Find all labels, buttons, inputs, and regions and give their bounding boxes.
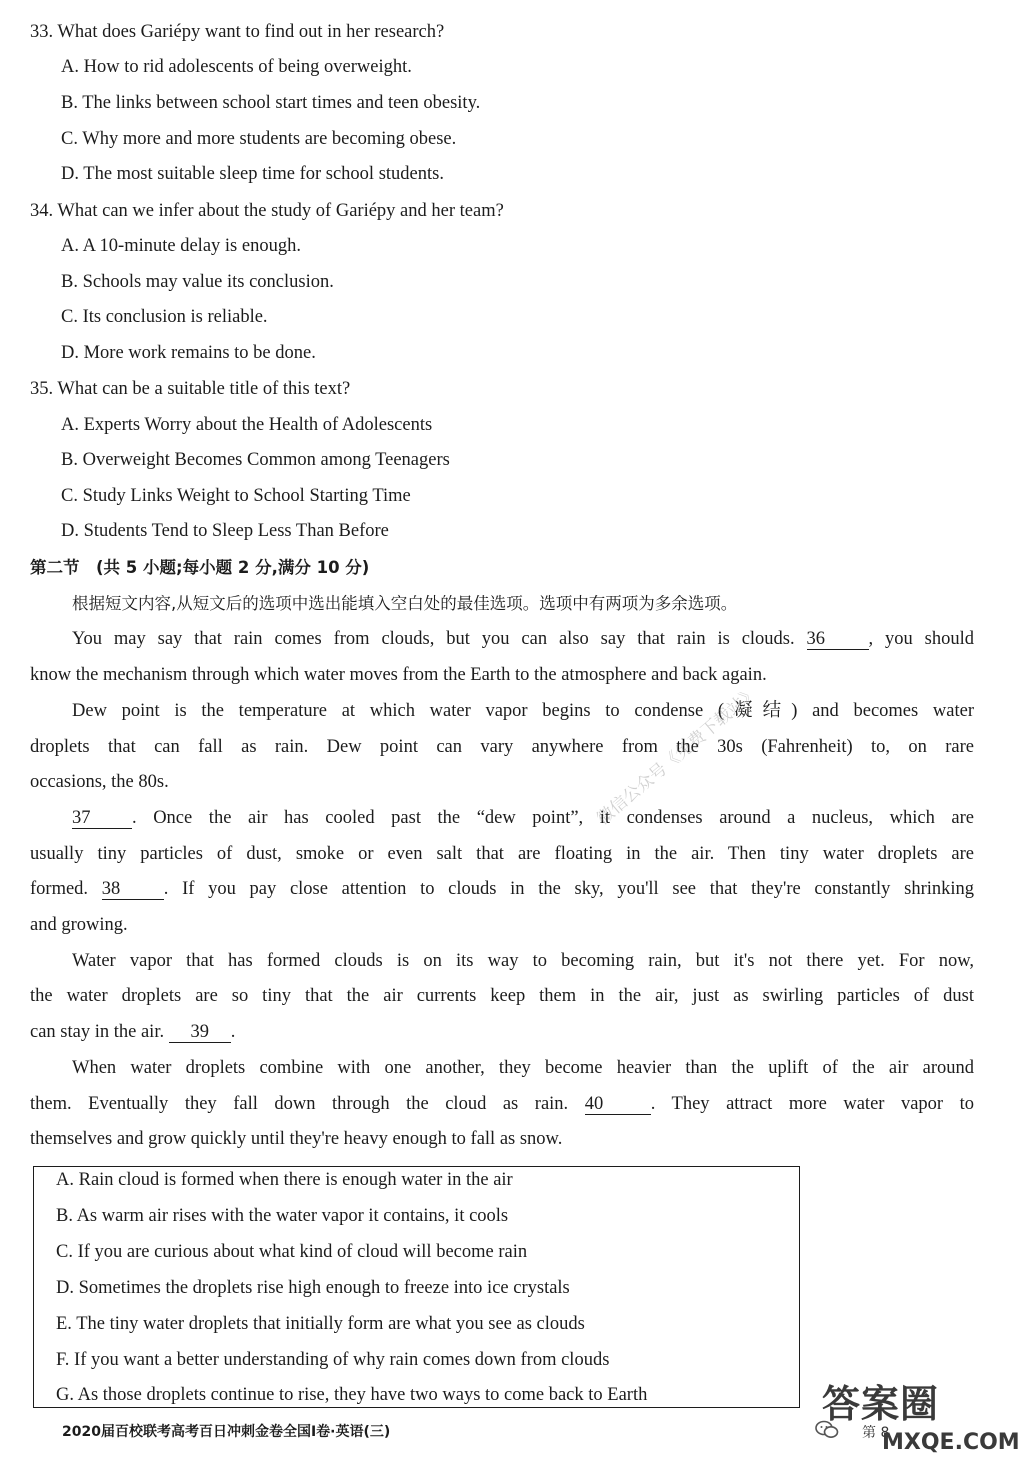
question-34-option-b: B. Schools may value its conclusion. — [61, 272, 334, 292]
passage-line: themselves and grow quickly until they're heavy enough to fall as snow. — [30, 1129, 563, 1149]
choice-c: C. If you are curious about what kind of cloud will become rain — [56, 1242, 528, 1262]
section-heading: 第二节 (共 5 小题;每小题 2 分,满分 10 分) — [30, 558, 370, 577]
question-33-option-a: A. How to rid adolescents of being overweight. — [61, 57, 412, 77]
passage-text: . They attract more water vapor to — [650, 1094, 975, 1114]
question-34-option-a: A. A 10-minute delay is enough. — [61, 236, 301, 256]
passage-line: the water droplets are so tiny that the air currents keep them in the air, just as swirling particles of dust — [30, 986, 974, 1006]
blank-38: 38 — [102, 879, 164, 900]
question-35-option-c: C. Study Links Weight to School Starting Time — [61, 486, 411, 506]
blank-39: 39 — [169, 1022, 231, 1043]
page-number: 第 8 — [862, 1425, 890, 1441]
site-logo: 答案圈 — [822, 1382, 940, 1426]
passage-line — [30, 878, 974, 900]
question-35-option-a: A. Experts Worry about the Health of Adolescents — [61, 415, 433, 435]
section-instruction: 根据短文内容,从短文后的选项中选出能填入空白处的最佳选项。选项中有两项为多余选项。 — [72, 594, 738, 613]
passage-line: and growing. — [30, 915, 128, 935]
passage-line: When water droplets combine with one another, they become heavier than the uplift of the air around — [72, 1058, 974, 1078]
question-35-option-b: B. Overweight Becomes Common among Teenagers — [61, 450, 450, 470]
choice-f: F. If you want a better understanding of why rain comes down from clouds — [56, 1350, 610, 1370]
passage-text: formed. — [30, 879, 89, 899]
passage-line — [30, 1021, 974, 1043]
question-33-option-d: D. The most suitable sleep time for school students. — [61, 164, 444, 184]
passage-line — [72, 628, 974, 650]
passage-text: them. Eventually they fall down through the cloud as rain. — [30, 1094, 569, 1114]
passage-text: . — [230, 1022, 236, 1042]
watermark-text: 微信公众号《免费下载站》 — [593, 682, 763, 830]
choice-b: B. As warm air rises with the water vapor it contains, it cools — [56, 1206, 509, 1226]
passage-line: droplets that can fall as rain. Dew point can vary anywhere from the 30s (Fahrenheit) to, on rare — [30, 737, 974, 757]
choice-g: G. As those droplets continue to rise, they have two ways to come back to Earth — [56, 1385, 648, 1405]
question-33-stem: 33. What does Gariépy want to find out in her research? — [30, 22, 445, 42]
question-35-option-d: D. Students Tend to Sleep Less Than Before — [61, 521, 389, 541]
passage-text: . Once the air has cooled past the “dew point”, it condenses around a nucleus, which are — [132, 808, 974, 828]
question-33-option-c: C. Why more and more students are becoming obese. — [61, 129, 457, 149]
passage-line: Dew point is the temperature at which water vapor begins to condense (凝结) and becomes water — [72, 701, 974, 721]
blank-40: 40 — [585, 1094, 651, 1115]
passage-line — [30, 1093, 974, 1115]
site-logo-domain: MXQE.COM — [882, 1430, 1020, 1455]
question-34-option-c: C. Its conclusion is reliable. — [61, 307, 268, 327]
blank-37: 37 — [72, 808, 132, 829]
choice-e: E. The tiny water droplets that initially form are what you see as clouds — [56, 1314, 585, 1334]
passage-text: You may say that rain comes from clouds, but you can also say that rain is clouds. — [72, 629, 795, 649]
exam-title-footer: 2020届百校联考高考百日冲刺金卷全国Ⅰ卷·英语(三) — [62, 1424, 391, 1440]
passage-line: know the mechanism through which water moves from the Earth to the atmosphere and back again. — [30, 665, 767, 685]
passage-line: occasions, the 80s. — [30, 772, 169, 792]
question-33-option-b: B. The links between school start times and teen obesity. — [61, 93, 481, 113]
passage-line: usually tiny particles of dust, smoke or even salt that are floating in the air. Then tiny water droplets are — [30, 844, 974, 864]
choice-a: A. Rain cloud is formed when there is enough water in the air — [56, 1170, 513, 1190]
passage-text: . If you pay close attention to clouds in the sky, you'll see that they're constantly shrinking — [163, 879, 975, 899]
passage-text: can stay in the air. — [30, 1022, 165, 1042]
question-34-stem: 34. What can we infer about the study of Gariépy and her team? — [30, 201, 504, 221]
passage-line — [72, 807, 974, 829]
blank-36: 36 — [807, 629, 869, 650]
passage-text: , you should — [868, 629, 974, 649]
question-35-stem: 35. What can be a suitable title of this text? — [30, 379, 351, 399]
question-34-option-d: D. More work remains to be done. — [61, 343, 316, 363]
choice-d: D. Sometimes the droplets rise high enough to freeze into ice crystals — [56, 1278, 570, 1298]
passage-line: Water vapor that has formed clouds is on its way to becoming rain, but it's not there yet. For now, — [72, 951, 974, 971]
